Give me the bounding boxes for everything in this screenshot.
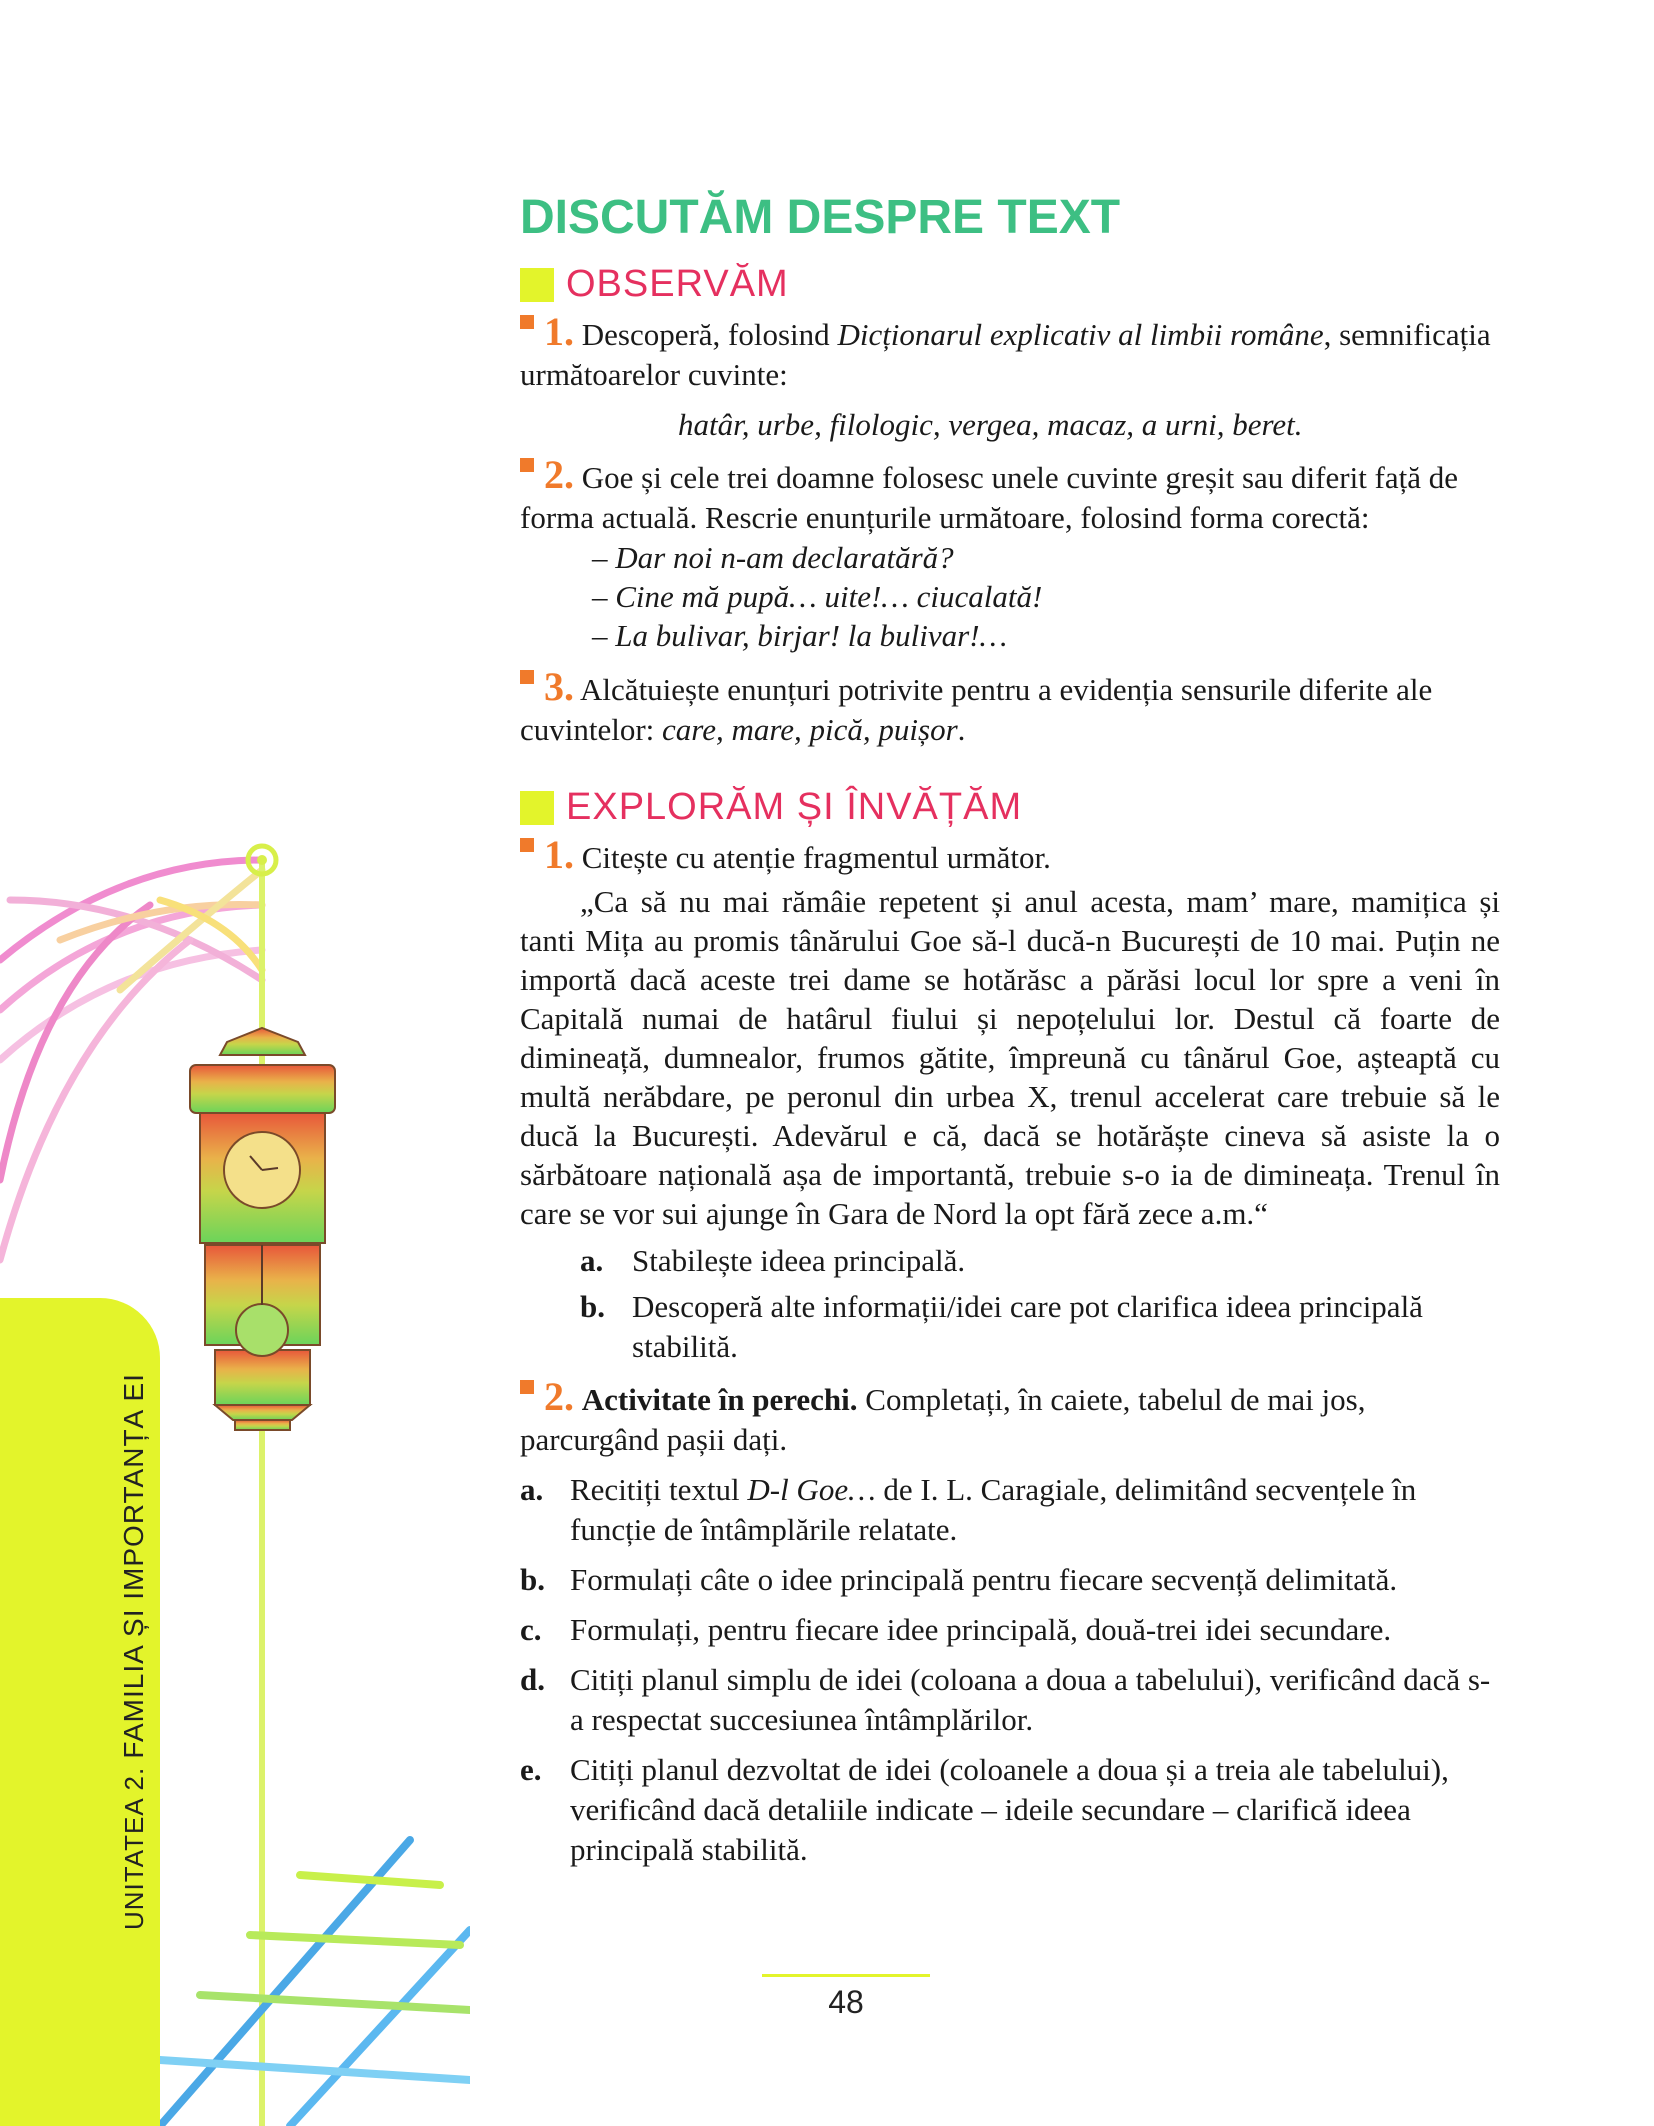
exercise-exploram-1: [520, 832, 1500, 878]
step-text: Citiți planul simplu de idei (coloana a doua a tabelului), verificând dacă s-a respectat succesiunea întâmplărilor.: [570, 1662, 1491, 1737]
dialog-line: – Cine mă pupă… uite!… ciucalată!: [592, 579, 1043, 614]
step-text: Formulați, pentru fiecare idee principală, două-trei idei secundare.: [570, 1612, 1392, 1647]
dictionary-title: Dicționarul explicativ al limbii române: [837, 317, 1324, 352]
step-text: Citiți planul dezvoltat de idei (coloanele a doua și a treia ale tabelului), verificând dacă detaliile indicate – ideile secundare – clarifică ideea principală stabilită.: [570, 1752, 1449, 1867]
square-bullet-icon: [520, 458, 534, 472]
section-heading-text: OBSERVĂM: [566, 263, 789, 305]
step-letter: c.: [520, 1612, 542, 1647]
step-text-end: de I. L. Caragiale, delimitând secvențele în funcție de întâmplările relatate.: [570, 1472, 1417, 1547]
exercise-exploram-2: [520, 1374, 1500, 1460]
work-title: D-l Goe…: [747, 1472, 876, 1507]
subtask-a: [520, 1241, 1500, 1281]
punctuation: .: [957, 712, 966, 747]
dialog-line: – La bulivar, birjar! la bulivar!…: [592, 618, 1008, 653]
word-list: hatâr, urbe, filologic, vergea, macaz, a urni, beret.: [678, 407, 1303, 442]
subtask-text: Descoperă alte informații/idei care pot clarifica ideea principală stabilită.: [632, 1289, 1423, 1364]
exercise-text: Goe și cele trei doamne folosesc unele cuvinte greșit sau diferit față de forma actuală. Rescrie enunțurile următoare, folosind forma corectă:: [520, 460, 1459, 535]
exercise-observam-2: [520, 452, 1500, 538]
section-heading-exploram: [520, 786, 1500, 829]
square-icon: [520, 268, 554, 302]
subtask-b: [520, 1287, 1500, 1367]
exercise-number: 1.: [544, 832, 574, 877]
page-number-rule: [762, 1974, 930, 1977]
page-number: 48: [828, 1984, 864, 2020]
step-b: [520, 1560, 1500, 1600]
step-letter: b.: [520, 1562, 545, 1597]
step-letter: a.: [520, 1472, 544, 1507]
square-bullet-icon: [520, 670, 534, 684]
exercise-text: Descoperă, folosind: [581, 317, 838, 352]
step-c: [520, 1610, 1500, 1650]
main-content: [520, 190, 1500, 1880]
square-bullet-icon: [520, 838, 534, 852]
exercise-text: Completați, în caiete, tabelul de mai jos, parcurgând pașii dați.: [520, 1382, 1366, 1457]
word-list: care, mare, pică, puișor: [662, 712, 958, 747]
step-letter: e.: [520, 1752, 542, 1787]
step-text: Recitiți textul: [570, 1472, 748, 1507]
exercise-number: 1.: [544, 309, 574, 354]
exercise-number: 2.: [544, 452, 574, 497]
page-title: DISCUTĂM DESPRE TEXT: [520, 191, 1121, 244]
step-text: Formulați câte o idee principală pentru fiecare secvență delimitată.: [570, 1562, 1398, 1597]
subtask-letter: b.: [580, 1289, 605, 1324]
exercise-observam-3: [520, 664, 1500, 750]
exercise-observam-1: [520, 309, 1500, 395]
exercise-number: 2.: [544, 1374, 574, 1419]
exercise-text-end: , semnificația următoarelor cuvinte:: [520, 317, 1491, 392]
unit-label: UNITATEA 2.: [119, 1766, 149, 1930]
activity-label: Activitate în perechi.: [581, 1382, 858, 1417]
square-bullet-icon: [520, 1380, 534, 1394]
step-e: [520, 1750, 1500, 1870]
subtask-text: Stabilește ideea principală.: [632, 1243, 966, 1278]
exercise-number: 3.: [544, 664, 574, 709]
square-icon: [520, 791, 554, 825]
step-a: [520, 1470, 1500, 1550]
unit-title: FAMILIA ȘI IMPORTANȚA EI: [118, 1373, 149, 1759]
section-heading-observam: [520, 263, 1500, 306]
subtask-letter: a.: [580, 1243, 604, 1278]
square-bullet-icon: [520, 315, 534, 329]
dialog-line: – Dar noi n-am declaratără?: [592, 540, 954, 575]
exercise-text: Citește cu atenție fragmentul următor.: [581, 840, 1051, 875]
text-fragment: „Ca să nu mai rămâie repetent și anul acesta, mam’ mare, mamițica și tanti Mița au promis tânărului Goe să-l ducă-n București de 10 mai. Puțin ne importă dacă aceste trei dame se hotărăsc a părăsi locul lor spre a veni în Capitală numai de hatârul fiului și nepoțelului lor. Destul că foarte de dimineață, dumnealor, frumos gătite, împreună cu tânărul Goe, așteaptă cu multă nerăbdare, pe peronul din urbea X, trenul accelerat care trebuie să le ducă la București. Adevărul e că, dacă se hotărăște cineva să asiste la o sărbătoare națională așa de importantă, trebuie s-o ia de dimineața. Trenul în care se vor sui ajunge în Gara de Nord la opt fără zece a.m.“: [520, 884, 1500, 1231]
step-letter: d.: [520, 1662, 545, 1697]
section-heading-text: EXPLORĂM ȘI ÎNVĂȚĂM: [566, 786, 1023, 828]
step-d: [520, 1660, 1500, 1740]
unit-tab-label: [118, 1373, 150, 1930]
exercise-text: Alcătuiește enunțuri potrivite pentru a evidenția sensurile diferite ale cuvintelor:: [520, 672, 1433, 747]
